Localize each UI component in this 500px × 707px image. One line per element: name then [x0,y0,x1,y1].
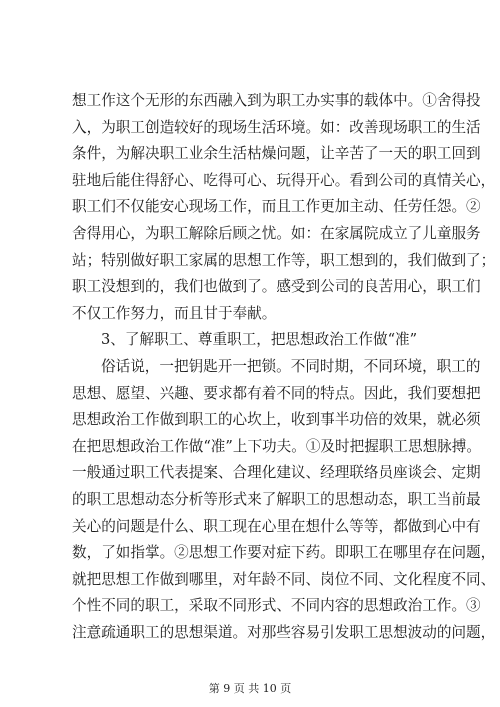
text-line: 在把思想政治工作做“准”上下功夫。①及时把握职工思想脉搏。 [72,437,481,455]
text-line: 站；特别做好职工家属的思想工作等，职工想到的，我们做到了； [72,251,496,269]
text-line: 入，为职工创造较好的现场生活环境。如：改善现场职工的生活 [72,118,481,136]
paragraph-start-line: 俗话说，一把钥匙开一把锁。不同时期，不同环境，职工的 [101,357,481,375]
paragraph-end-line: 不仅工作努力，而且甘于奉献。 [72,304,277,322]
text-line: 一般通过职工代表提案、合理化建议、经理联络员座谈会、定期 [72,464,481,482]
text-line: 的职工思想动态分析等形式来了解职工的思想动态，职工当前最 [72,490,481,508]
text-line: 个性不同的职工，采取不同形式、不同内容的思想政治工作。③ [72,597,481,615]
text-line: 条件，为解决职工业余生活枯燥问题，让辛苦了一天的职工回到 [72,145,481,163]
text-line: 想工作这个无形的东西融入到为职工办实事的载体中。①舍得投 [72,92,481,109]
text-line: 驻地后能住得舒心、吃得可心、玩得开心。看到公司的真情关心， [72,171,496,189]
text-line: 关心的问题是什么、职工现在心里在想什么等等，都做到心中有 [72,517,481,535]
page-number-footer: 第 9 页 共 10 页 [208,682,292,695]
section-heading: 3、了解职工、尊重职工，把思想政治工作做“准” [101,331,418,349]
text-line: 数，了如指掌。②思想工作要对症下药。即职工在哪里存在问题， [72,544,496,562]
text-line: 就把思想工作做到哪里，对年龄不同、岗位不同、文化程度不同、 [72,570,496,588]
text-line: 职工没想到的，我们也做到了。感受到公司的良苦用心，职工们 [72,278,481,296]
text-line: 舍得用心，为职工解除后顾之忧。如：在家属院成立了儿童服务 [72,224,481,242]
text-line: 思想、愿望、兴趣、要求都有着不同的特点。因此，我们要想把 [72,384,481,402]
text-line: 职工们不仅能安心现场工作，而且工作更加主动、任劳任怨。② [72,198,481,216]
text-line: 注意疏通职工的思想渠道。对那些容易引发职工思想波动的问题， [72,623,496,641]
text-line: 思想政治工作做到职工的心坎上，收到事半功倍的效果，就必须 [72,411,481,429]
body-text [72,88,496,646]
